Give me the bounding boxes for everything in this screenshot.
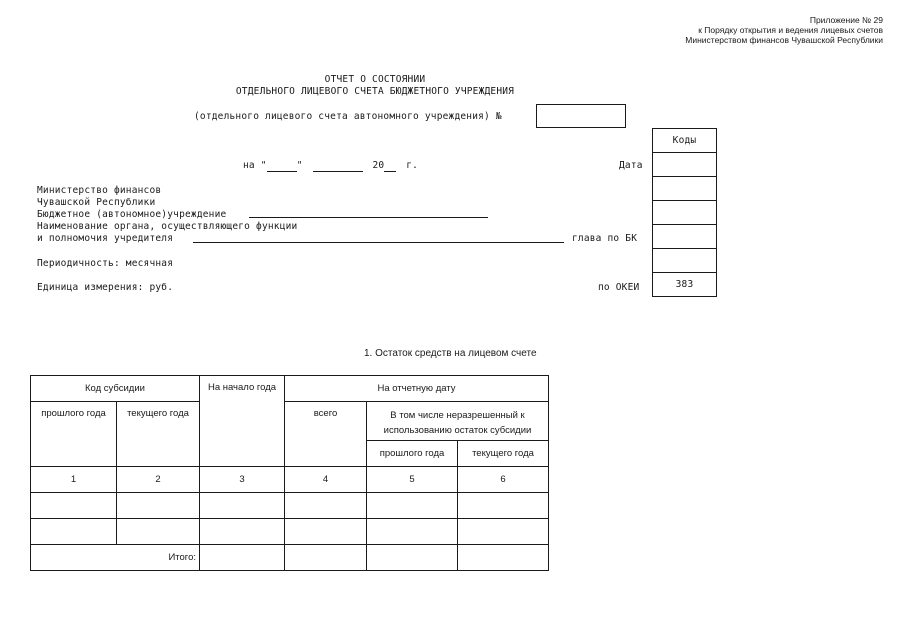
report-title-line-2: ОТДЕЛЬНОГО ЛИЦЕВОГО СЧЕТА БЮДЖЕТНОГО УЧРЕЖДЕНИЯ	[235, 86, 515, 97]
report-title-line-3: (отдельного лицевого счета автономного учреждения) №	[194, 111, 502, 122]
appendix-line-1: Приложение № 29	[809, 15, 883, 25]
table-cell[interactable]	[285, 519, 367, 545]
col-number-6: 6	[458, 467, 549, 493]
table-cell[interactable]	[31, 519, 117, 545]
table-cell[interactable]	[200, 519, 285, 545]
code-ministry-cell[interactable]	[652, 176, 717, 201]
total-row	[31, 545, 549, 571]
table-cell[interactable]	[367, 519, 458, 545]
institution-blank[interactable]	[249, 217, 488, 218]
table-row	[31, 493, 549, 519]
table-cell[interactable]	[367, 493, 458, 519]
code-okei-cell: 383	[652, 272, 717, 297]
date-line	[243, 160, 418, 172]
header-curr-year-2: текущего года	[458, 441, 549, 467]
section-title: 1. Остаток средств на лицевом счете	[364, 348, 537, 359]
appendix-note	[685, 15, 883, 45]
date-mid: "	[296, 160, 303, 171]
total-cell[interactable]	[200, 545, 285, 571]
col-number-2: 2	[117, 467, 200, 493]
year-suffix: г.	[406, 160, 419, 171]
total-label: Итого:	[31, 545, 200, 571]
col-number-1: 1	[31, 467, 117, 493]
table-cell[interactable]	[285, 493, 367, 519]
organ-blank[interactable]	[193, 242, 564, 243]
code-date-cell[interactable]	[652, 152, 717, 177]
organ-line-2: и полномочия учредителя	[37, 233, 174, 244]
balance-table	[30, 375, 549, 571]
ministry-line-2: Чувашской Республики	[37, 197, 156, 208]
table-cell[interactable]	[458, 519, 549, 545]
header-total: всего	[285, 402, 367, 467]
report-title-line-1: ОТЧЕТ О СОСТОЯНИИ	[324, 74, 426, 85]
header-curr-year: текущего года	[117, 402, 200, 467]
organ-line-1: Наименование органа, осуществляющего функции	[37, 221, 298, 232]
appendix-line-2: к Порядку открытия и ведения лицевых счетов	[698, 25, 883, 35]
header-prev-year-2: прошлого года	[367, 441, 458, 467]
table-cell[interactable]	[117, 519, 200, 545]
header-prev-year: прошлого года	[31, 402, 117, 467]
month-blank[interactable]	[313, 160, 363, 172]
day-blank[interactable]	[267, 160, 297, 172]
table-cell[interactable]	[200, 493, 285, 519]
col-number-4: 4	[285, 467, 367, 493]
total-cell[interactable]	[367, 545, 458, 571]
ministry-line-1: Министерство финансов	[37, 185, 162, 196]
col-number-3: 3	[200, 467, 285, 493]
header-start-year: На начало года	[200, 376, 285, 467]
total-cell[interactable]	[285, 545, 367, 571]
codes-header: Коды	[652, 128, 717, 153]
table-cell[interactable]	[117, 493, 200, 519]
code-chapter-cell[interactable]	[652, 224, 717, 249]
total-cell[interactable]	[458, 545, 549, 571]
date-prefix: на "	[243, 160, 267, 171]
table-row	[31, 519, 549, 545]
codes-column	[652, 129, 716, 297]
periodicity-label: Периодичность: месячная	[37, 258, 174, 269]
header-unallowed: В том числе неразрешенный к использованию остаток субсидии	[367, 402, 549, 441]
account-number-box[interactable]	[536, 104, 626, 128]
year-prefix: 20	[372, 160, 385, 171]
date-label: Дата	[619, 160, 643, 171]
col-number-5: 5	[367, 467, 458, 493]
year-blank[interactable]	[384, 160, 396, 172]
table-cell[interactable]	[458, 493, 549, 519]
okei-label: по ОКЕИ	[598, 282, 640, 293]
chapter-bk-label: глава по БК	[572, 233, 638, 244]
code-institution-cell[interactable]	[652, 200, 717, 225]
header-code-subsidy: Код субсидии	[31, 376, 200, 402]
appendix-line-3: Министерством финансов Чувашской Республики	[685, 35, 883, 45]
code-periodicity-cell[interactable]	[652, 248, 717, 273]
unit-label: Единица измерения: руб.	[37, 282, 174, 293]
table-cell[interactable]	[31, 493, 117, 519]
header-report-date: На отчетную дату	[285, 376, 549, 402]
institution-label: Бюджетное (автономное)учреждение	[37, 209, 227, 220]
